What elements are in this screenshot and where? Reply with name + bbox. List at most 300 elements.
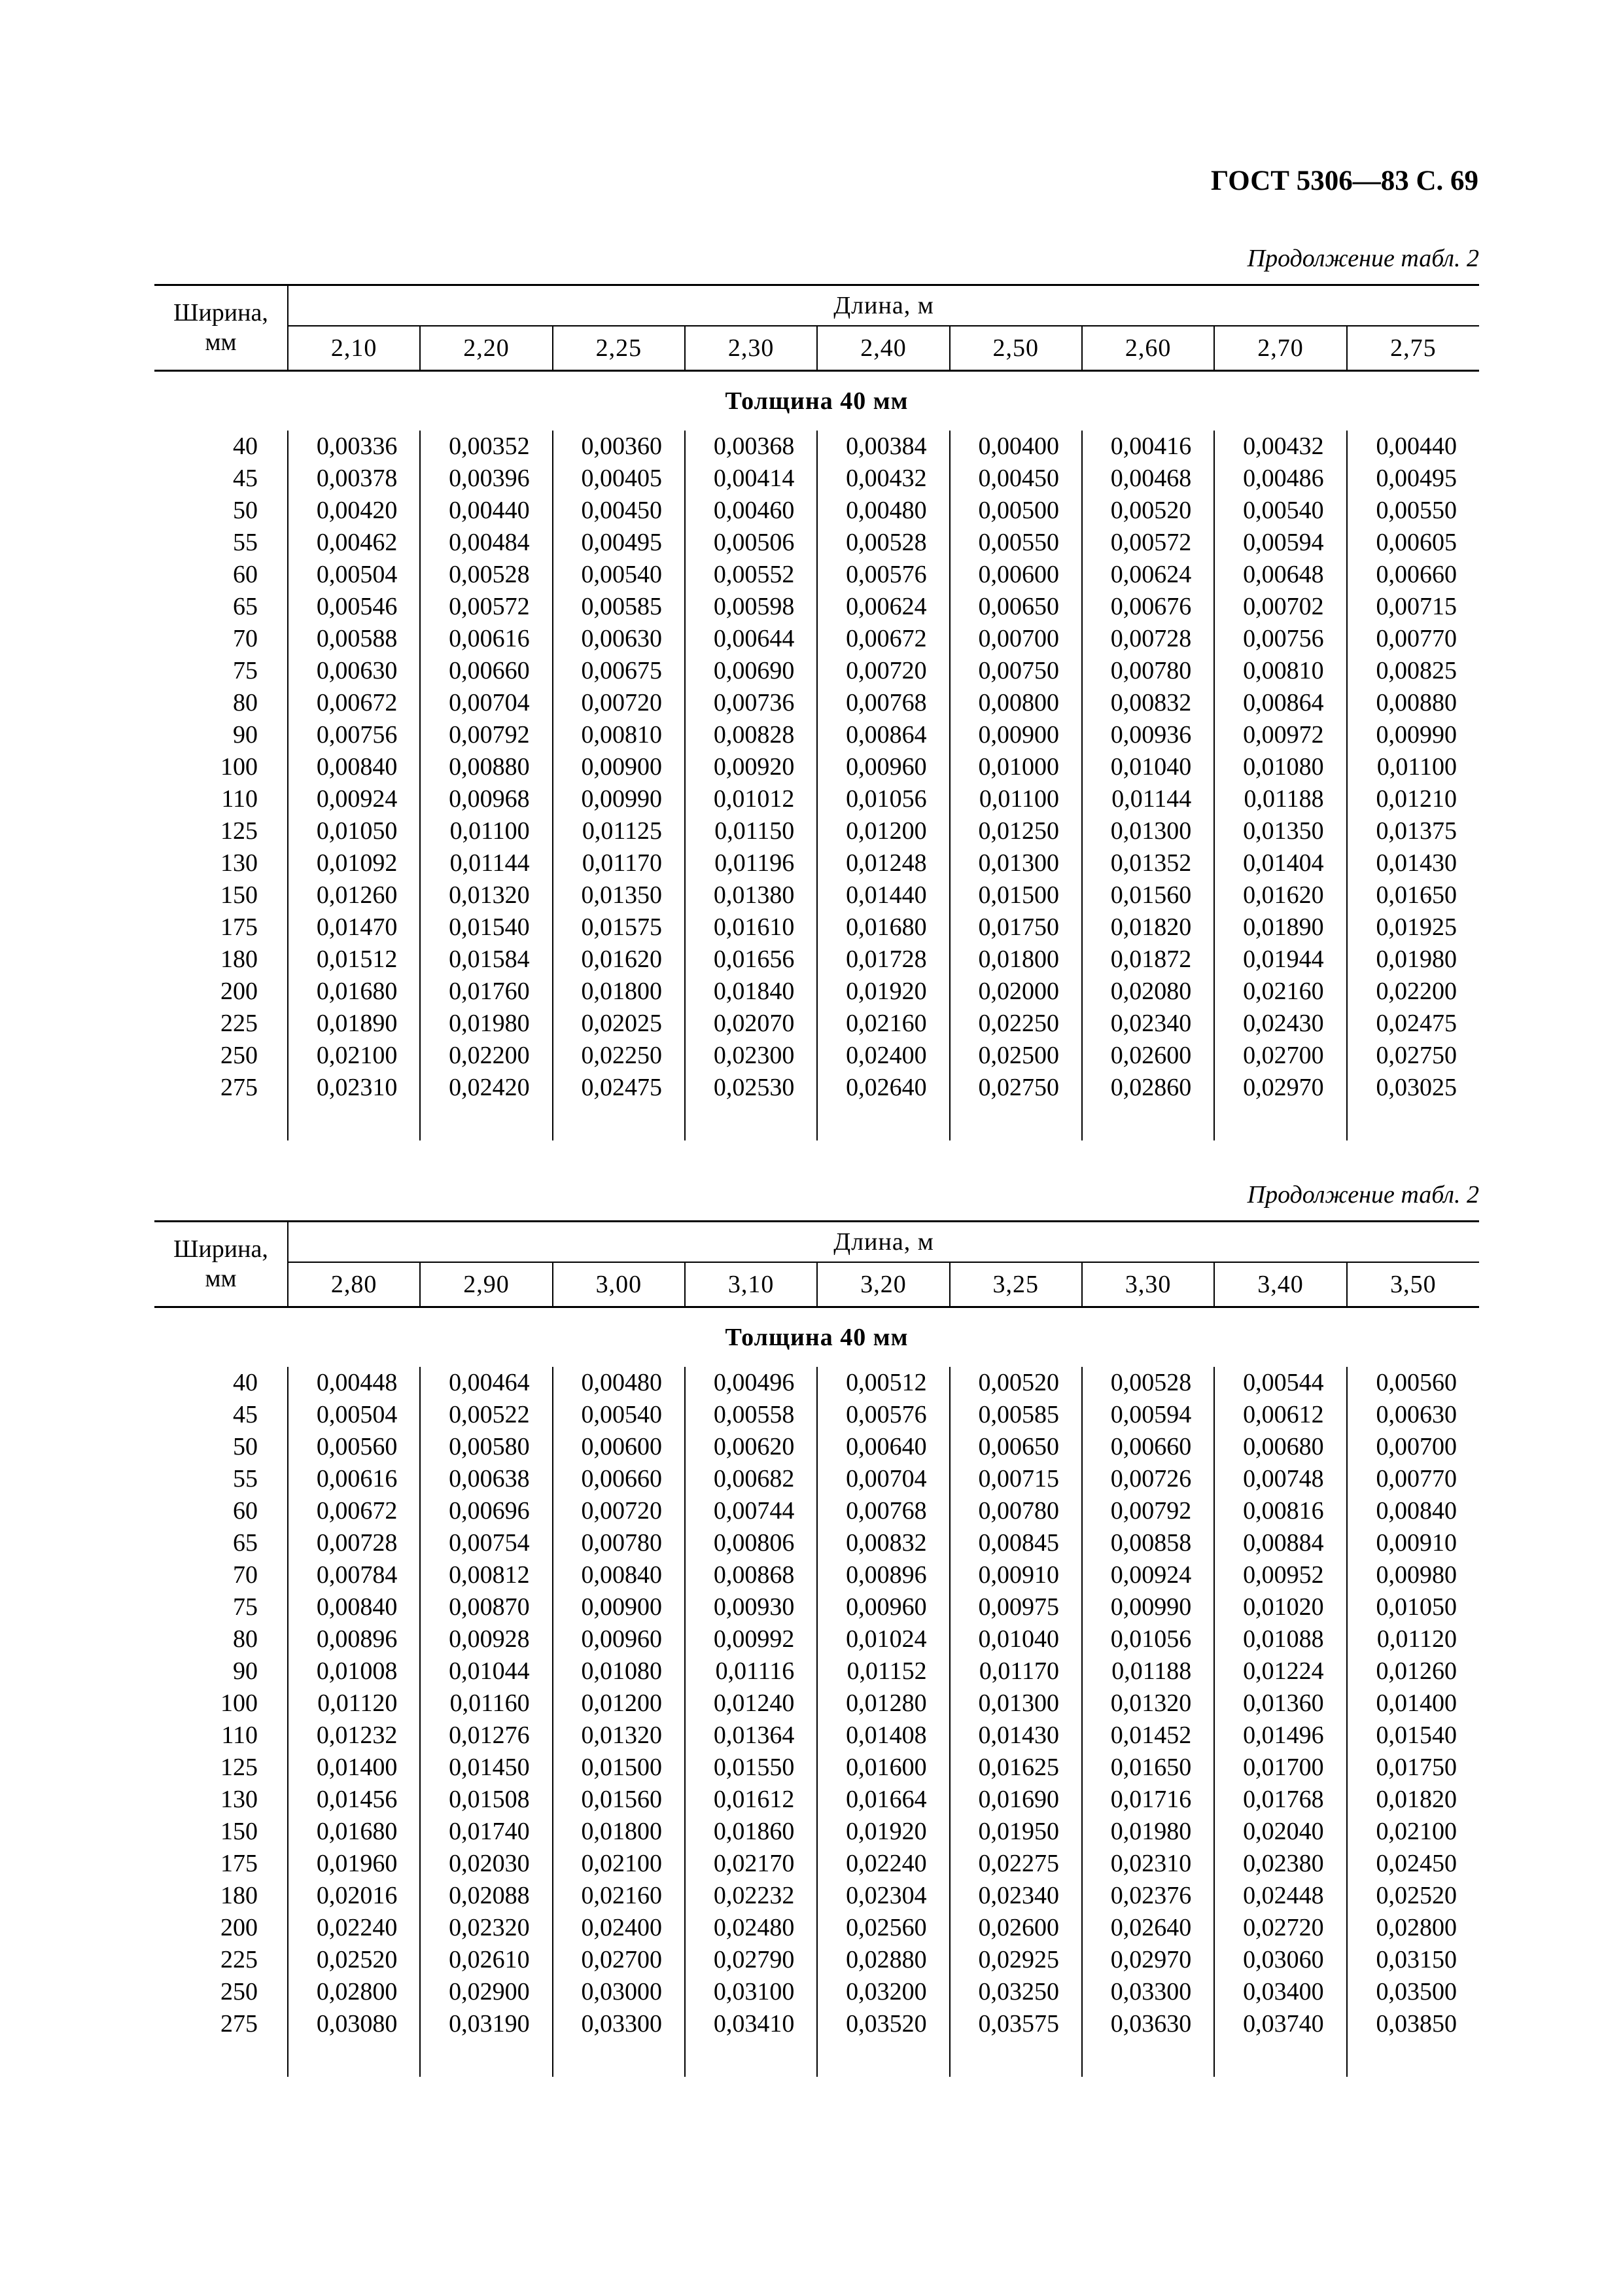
volume-cell: 0,01144 [420, 847, 552, 879]
spacer-cell [154, 1104, 288, 1140]
volume-cell: 0,03000 [553, 1976, 685, 2008]
volume-cell: 0,01170 [553, 847, 685, 879]
volume-cell: 0,01612 [685, 1784, 817, 1816]
volume-cell: 0,00528 [817, 527, 949, 559]
volume-cell: 0,01040 [950, 1623, 1082, 1655]
volume-cell: 0,00880 [1347, 687, 1479, 719]
volume-cell: 0,00770 [1347, 623, 1479, 655]
volume-cell: 0,01625 [950, 1752, 1082, 1784]
volume-cell: 0,00432 [817, 463, 949, 495]
volume-cell: 0,00936 [1082, 719, 1214, 751]
volume-cell: 0,00496 [685, 1367, 817, 1399]
volume-cell: 0,00704 [817, 1463, 949, 1495]
width-header [154, 285, 288, 371]
volume-cell: 0,02900 [420, 1976, 552, 2008]
volume-cell: 0,00728 [1082, 623, 1214, 655]
volume-cell: 0,03060 [1214, 1944, 1346, 1976]
section-title: Толщина 40 мм [725, 1323, 909, 1351]
volume-cell: 0,01050 [288, 815, 420, 847]
table-row [154, 559, 1479, 591]
table-row [154, 1008, 1479, 1040]
volume-cell: 0,01800 [553, 1816, 685, 1848]
volume-cell: 0,02310 [288, 1072, 420, 1104]
volume-cell: 0,00396 [420, 463, 552, 495]
volume-cell: 0,00756 [1214, 623, 1346, 655]
spacer-cell [420, 1104, 552, 1140]
volume-cell: 0,00546 [288, 591, 420, 623]
volume-cell: 0,01408 [817, 1720, 949, 1752]
table-row [154, 847, 1479, 879]
volume-cell: 0,01920 [817, 1816, 949, 1848]
table-row [154, 1072, 1479, 1104]
volume-cell: 0,02520 [288, 1944, 420, 1976]
volume-cell: 0,01044 [420, 1655, 552, 1687]
volume-cell: 0,00896 [288, 1623, 420, 1655]
width-cell: 180 [220, 1882, 258, 1909]
data-table [154, 284, 1479, 1140]
volume-cell: 0,00720 [553, 1495, 685, 1527]
volume-cell: 0,00960 [553, 1623, 685, 1655]
volume-cell: 0,01350 [1214, 815, 1346, 847]
volume-cell: 0,01944 [1214, 944, 1346, 976]
spacer-cell [420, 2040, 552, 2077]
volume-cell: 0,01380 [685, 879, 817, 911]
table-row [154, 1040, 1479, 1072]
volume-cell: 0,03250 [950, 1976, 1082, 2008]
volume-cell: 0,00572 [420, 591, 552, 623]
volume-cell: 0,00700 [950, 623, 1082, 655]
volume-cell: 0,00910 [1347, 1527, 1479, 1559]
width-cell: 55 [233, 529, 258, 556]
volume-cell: 0,01872 [1082, 944, 1214, 976]
volume-cell: 0,02240 [817, 1848, 949, 1880]
volume-cell: 0,02720 [1214, 1912, 1346, 1944]
volume-cell: 0,00992 [685, 1623, 817, 1655]
volume-cell: 0,00990 [1347, 719, 1479, 751]
volume-cell: 0,00378 [288, 463, 420, 495]
volume-cell: 0,00806 [685, 1527, 817, 1559]
volume-cell: 0,00484 [420, 527, 552, 559]
length-value: 2,60 [1082, 326, 1214, 371]
spacer-cell [1347, 1104, 1479, 1140]
volume-cell: 0,01664 [817, 1784, 949, 1816]
volume-cell: 0,00810 [1214, 655, 1346, 687]
volume-cell: 0,01040 [1082, 751, 1214, 783]
spacer-cell [553, 1104, 685, 1140]
volume-cell: 0,01280 [817, 1687, 949, 1720]
volume-cell: 0,00676 [1082, 591, 1214, 623]
volume-cell: 0,00550 [950, 527, 1082, 559]
volume-cell: 0,00495 [553, 527, 685, 559]
volume-cell: 0,00660 [1082, 1431, 1214, 1463]
table-row [154, 527, 1479, 559]
volume-cell: 0,00576 [817, 559, 949, 591]
length-value: 2,80 [288, 1262, 420, 1307]
volume-cell: 0,00616 [420, 623, 552, 655]
volume-cell: 0,02304 [817, 1880, 949, 1912]
volume-cell: 0,00560 [288, 1431, 420, 1463]
volume-cell: 0,01508 [420, 1784, 552, 1816]
volume-cell: 0,00360 [553, 431, 685, 463]
volume-cell: 0,01120 [288, 1687, 420, 1720]
width-cell: 150 [220, 881, 258, 909]
volume-cell: 0,02320 [420, 1912, 552, 1944]
volume-cell: 0,02520 [1347, 1880, 1479, 1912]
table-row [154, 1495, 1479, 1527]
volume-cell: 0,00800 [950, 687, 1082, 719]
length-value: 2,75 [1347, 326, 1479, 371]
volume-cell: 0,00440 [420, 495, 552, 527]
width-cell: 130 [220, 849, 258, 877]
volume-cell: 0,00648 [1214, 559, 1346, 591]
volume-cell: 0,03575 [950, 2008, 1082, 2040]
width-cell: 45 [233, 465, 258, 492]
volume-cell: 0,01716 [1082, 1784, 1214, 1816]
volume-cell: 0,01750 [1347, 1752, 1479, 1784]
width-header-label: Ширина, [173, 299, 268, 327]
volume-cell: 0,01300 [950, 1687, 1082, 1720]
volume-cell: 0,01080 [1214, 751, 1346, 783]
volume-cell: 0,01000 [950, 751, 1082, 783]
table-row [154, 1431, 1479, 1463]
volume-cell: 0,02640 [1082, 1912, 1214, 1944]
volume-cell: 0,00900 [950, 719, 1082, 751]
section-row [154, 1307, 1479, 1368]
table-head [154, 285, 1479, 371]
volume-cell: 0,00682 [685, 1463, 817, 1495]
volume-cell: 0,01224 [1214, 1655, 1346, 1687]
width-cell: 55 [233, 1465, 258, 1492]
volume-cell: 0,01820 [1347, 1784, 1479, 1816]
volume-cell: 0,01740 [420, 1816, 552, 1848]
width-cell: 225 [220, 1946, 258, 1973]
width-cell: 130 [220, 1786, 258, 1813]
volume-cell: 0,02170 [685, 1848, 817, 1880]
volume-cell: 0,03200 [817, 1976, 949, 2008]
volume-cell: 0,00400 [950, 431, 1082, 463]
volume-cell: 0,00504 [288, 1399, 420, 1431]
volume-cell: 0,00968 [420, 783, 552, 815]
width-cell: 275 [220, 2010, 258, 2038]
spacer-cell [1214, 1104, 1346, 1140]
volume-cell: 0,02700 [553, 1944, 685, 1976]
volume-cell: 0,00840 [1347, 1495, 1479, 1527]
volume-cell: 0,03150 [1347, 1944, 1479, 1976]
header-row [154, 1222, 1479, 1263]
volume-cell: 0,02970 [1214, 1072, 1346, 1104]
table-row [154, 1976, 1479, 2008]
volume-cell: 0,00460 [685, 495, 817, 527]
volume-cell: 0,00598 [685, 591, 817, 623]
volume-cell: 0,02025 [553, 1008, 685, 1040]
volume-cell: 0,00980 [1347, 1559, 1479, 1591]
volume-cell: 0,02600 [1082, 1040, 1214, 1072]
width-cell: 50 [233, 497, 258, 524]
volume-cell: 0,01600 [817, 1752, 949, 1784]
volume-cell: 0,03190 [420, 2008, 552, 2040]
volume-cell: 0,00638 [420, 1463, 552, 1495]
spacer-cell [1214, 2040, 1346, 2077]
volume-cell: 0,00990 [553, 783, 685, 815]
volume-cell: 0,00770 [1347, 1463, 1479, 1495]
volume-cell: 0,01470 [288, 911, 420, 944]
volume-cell: 0,03080 [288, 2008, 420, 2040]
volume-cell: 0,00585 [553, 591, 685, 623]
volume-cell: 0,02400 [553, 1912, 685, 1944]
volume-cell: 0,00552 [685, 559, 817, 591]
volume-cell: 0,02376 [1082, 1880, 1214, 1912]
volume-cell: 0,01012 [685, 783, 817, 815]
spacer-cell [1082, 1104, 1214, 1140]
width-header-label: Ширина, [173, 1235, 268, 1263]
length-value: 2,20 [420, 326, 552, 371]
volume-cell: 0,00900 [553, 1591, 685, 1623]
volume-cell: 0,01020 [1214, 1591, 1346, 1623]
volume-cell: 0,02200 [1347, 976, 1479, 1008]
volume-cell: 0,02750 [950, 1072, 1082, 1104]
volume-cell: 0,00612 [1214, 1399, 1346, 1431]
volume-cell: 0,01056 [1082, 1623, 1214, 1655]
table-row [154, 1720, 1479, 1752]
volume-cell: 0,00728 [288, 1527, 420, 1559]
table-body [154, 371, 1479, 1141]
volume-cell: 0,00540 [1214, 495, 1346, 527]
spacer-cell [288, 1104, 420, 1140]
volume-cell: 0,03025 [1347, 1072, 1479, 1104]
volume-cell: 0,01950 [950, 1816, 1082, 1848]
volume-cell: 0,00486 [1214, 463, 1346, 495]
page-header: ГОСТ 5306—83 С. 69 [1210, 166, 1478, 196]
length-value: 3,00 [553, 1262, 685, 1307]
width-cell: 70 [233, 625, 258, 652]
volume-cell: 0,01700 [1214, 1752, 1346, 1784]
volume-cell: 0,00675 [553, 655, 685, 687]
volume-cell: 0,00640 [817, 1431, 949, 1463]
volume-cell: 0,02640 [817, 1072, 949, 1104]
volume-cell: 0,02450 [1347, 1848, 1479, 1880]
width-cell: 90 [233, 1657, 258, 1685]
volume-cell: 0,00550 [1347, 495, 1479, 527]
volume-cell: 0,00650 [950, 1431, 1082, 1463]
volume-cell: 0,00750 [950, 655, 1082, 687]
volume-cell: 0,00672 [288, 1495, 420, 1527]
volume-cell: 0,03520 [817, 2008, 949, 2040]
volume-cell: 0,02800 [1347, 1912, 1479, 1944]
volume-cell: 0,01925 [1347, 911, 1479, 944]
spacer-cell [154, 2040, 288, 2077]
table-spacer-row [154, 1104, 1479, 1140]
volume-cell: 0,00748 [1214, 1463, 1346, 1495]
spacer-cell [950, 1104, 1082, 1140]
table-row [154, 1623, 1479, 1655]
volume-cell: 0,00960 [817, 751, 949, 783]
volume-cell: 0,02340 [1082, 1008, 1214, 1040]
width-cell: 125 [220, 1754, 258, 1781]
spacer-cell [288, 2040, 420, 2077]
volume-cell: 0,01320 [1082, 1687, 1214, 1720]
table-body [154, 1307, 1479, 2077]
width-cell: 150 [220, 1818, 258, 1845]
volume-cell: 0,02160 [1214, 976, 1346, 1008]
volume-cell: 0,00924 [1082, 1559, 1214, 1591]
table-row [154, 2008, 1479, 2040]
width-header [154, 1222, 288, 1307]
volume-cell: 0,01100 [420, 815, 552, 847]
volume-cell: 0,00680 [1214, 1431, 1346, 1463]
width-cell: 110 [221, 785, 258, 813]
length-values-row [154, 1262, 1479, 1307]
volume-cell: 0,00715 [1347, 591, 1479, 623]
volume-cell: 0,00528 [420, 559, 552, 591]
width-cell: 50 [233, 1433, 258, 1460]
volume-cell: 0,03400 [1214, 1976, 1346, 2008]
volume-cell: 0,01728 [817, 944, 949, 976]
volume-cell: 0,01560 [1082, 879, 1214, 911]
volume-cell: 0,03100 [685, 1976, 817, 2008]
volume-cell: 0,01430 [1347, 847, 1479, 879]
table-row [154, 976, 1479, 1008]
table-row [154, 783, 1479, 815]
volume-cell: 0,01840 [685, 976, 817, 1008]
volume-cell: 0,00624 [1082, 559, 1214, 591]
volume-cell: 0,00624 [817, 591, 949, 623]
volume-cell: 0,01650 [1347, 879, 1479, 911]
section-row [154, 371, 1479, 431]
volume-cell: 0,01800 [553, 976, 685, 1008]
length-header: Длина, м [288, 1222, 1479, 1263]
volume-cell: 0,02100 [553, 1848, 685, 1880]
volume-cell: 0,01690 [950, 1784, 1082, 1816]
table-row [154, 879, 1479, 911]
volume-cell: 0,02600 [950, 1912, 1082, 1944]
volume-cell: 0,00630 [288, 655, 420, 687]
table-caption: Продолжение табл. 2 [1247, 245, 1479, 272]
header-row [154, 285, 1479, 327]
volume-cell: 0,00495 [1347, 463, 1479, 495]
volume-cell: 0,01680 [288, 976, 420, 1008]
volume-cell: 0,00810 [553, 719, 685, 751]
table-head [154, 1222, 1479, 1307]
table-row [154, 463, 1479, 495]
volume-cell: 0,00506 [685, 527, 817, 559]
volume-cell: 0,03740 [1214, 2008, 1346, 2040]
volume-cell: 0,01768 [1214, 1784, 1346, 1816]
volume-cell: 0,02790 [685, 1944, 817, 1976]
volume-cell: 0,02016 [288, 1880, 420, 1912]
table-row [154, 1591, 1479, 1623]
volume-cell: 0,00870 [420, 1591, 552, 1623]
volume-cell: 0,01680 [288, 1816, 420, 1848]
volume-cell: 0,01750 [950, 911, 1082, 944]
volume-cell: 0,01680 [817, 911, 949, 944]
width-cell: 70 [233, 1561, 258, 1589]
volume-cell: 0,00572 [1082, 527, 1214, 559]
volume-cell: 0,00972 [1214, 719, 1346, 751]
volume-cell: 0,00715 [950, 1463, 1082, 1495]
length-value: 2,10 [288, 326, 420, 371]
volume-cell: 0,02880 [817, 1944, 949, 1976]
volume-cell: 0,01300 [1082, 815, 1214, 847]
volume-cell: 0,00780 [553, 1527, 685, 1559]
table-row [154, 687, 1479, 719]
table-row [154, 1399, 1479, 1431]
volume-cell: 0,01820 [1082, 911, 1214, 944]
volume-cell: 0,01550 [685, 1752, 817, 1784]
volume-cell: 0,01320 [420, 879, 552, 911]
volume-cell: 0,00420 [288, 495, 420, 527]
volume-cell: 0,00784 [288, 1559, 420, 1591]
volume-cell: 0,02500 [950, 1040, 1082, 1072]
volume-cell: 0,00650 [950, 591, 1082, 623]
volume-cell: 0,00544 [1214, 1367, 1346, 1399]
volume-cell: 0,00616 [288, 1463, 420, 1495]
length-value: 3,40 [1214, 1262, 1346, 1307]
volume-cell: 0,00858 [1082, 1527, 1214, 1559]
volume-cell: 0,01152 [817, 1655, 949, 1687]
volume-cell: 0,02030 [420, 1848, 552, 1880]
volume-cell: 0,02420 [420, 1072, 552, 1104]
volume-cell: 0,00880 [420, 751, 552, 783]
volume-cell: 0,01620 [553, 944, 685, 976]
volume-cell: 0,01920 [817, 976, 949, 1008]
width-header-unit: мм [205, 1265, 237, 1292]
volume-cell: 0,02340 [950, 1880, 1082, 1912]
volume-cell: 0,00825 [1347, 655, 1479, 687]
volume-cell: 0,01210 [1347, 783, 1479, 815]
volume-cell: 0,01375 [1347, 815, 1479, 847]
volume-cell: 0,00594 [1214, 527, 1346, 559]
spacer-cell [685, 1104, 817, 1140]
volume-cell: 0,01232 [288, 1720, 420, 1752]
volume-cell: 0,00480 [817, 495, 949, 527]
volume-cell: 0,02275 [950, 1848, 1082, 1880]
width-cell: 75 [233, 1593, 258, 1621]
width-cell: 45 [233, 1401, 258, 1428]
spacer-cell [817, 2040, 949, 2077]
volume-cell: 0,00620 [685, 1431, 817, 1463]
spacer-cell [950, 2040, 1082, 2077]
volume-cell: 0,00952 [1214, 1559, 1346, 1591]
volume-cell: 0,00816 [1214, 1495, 1346, 1527]
volume-cell: 0,02088 [420, 1880, 552, 1912]
table-row [154, 655, 1479, 687]
volume-cell: 0,01496 [1214, 1720, 1346, 1752]
volume-cell: 0,01440 [817, 879, 949, 911]
volume-cell: 0,01100 [1347, 751, 1479, 783]
width-cell: 80 [233, 1625, 258, 1653]
volume-cell: 0,02475 [553, 1072, 685, 1104]
table-row [154, 719, 1479, 751]
width-cell: 80 [233, 689, 258, 716]
volume-cell: 0,03300 [553, 2008, 685, 2040]
volume-cell: 0,02860 [1082, 1072, 1214, 1104]
volume-cell: 0,00468 [1082, 463, 1214, 495]
volume-cell: 0,01400 [1347, 1687, 1479, 1720]
table-row [154, 1559, 1479, 1591]
volume-cell: 0,02448 [1214, 1880, 1346, 1912]
volume-cell: 0,00560 [1347, 1367, 1479, 1399]
width-cell: 250 [220, 1978, 258, 2005]
volume-cell: 0,02800 [288, 1976, 420, 2008]
table-row [154, 431, 1479, 463]
volume-cell: 0,00696 [420, 1495, 552, 1527]
volume-cell: 0,01540 [420, 911, 552, 944]
volume-cell: 0,00990 [1082, 1591, 1214, 1623]
length-value: 2,30 [685, 326, 817, 371]
data-table [154, 1220, 1479, 2077]
volume-cell: 0,00480 [553, 1367, 685, 1399]
spacer-cell [1347, 2040, 1479, 2077]
